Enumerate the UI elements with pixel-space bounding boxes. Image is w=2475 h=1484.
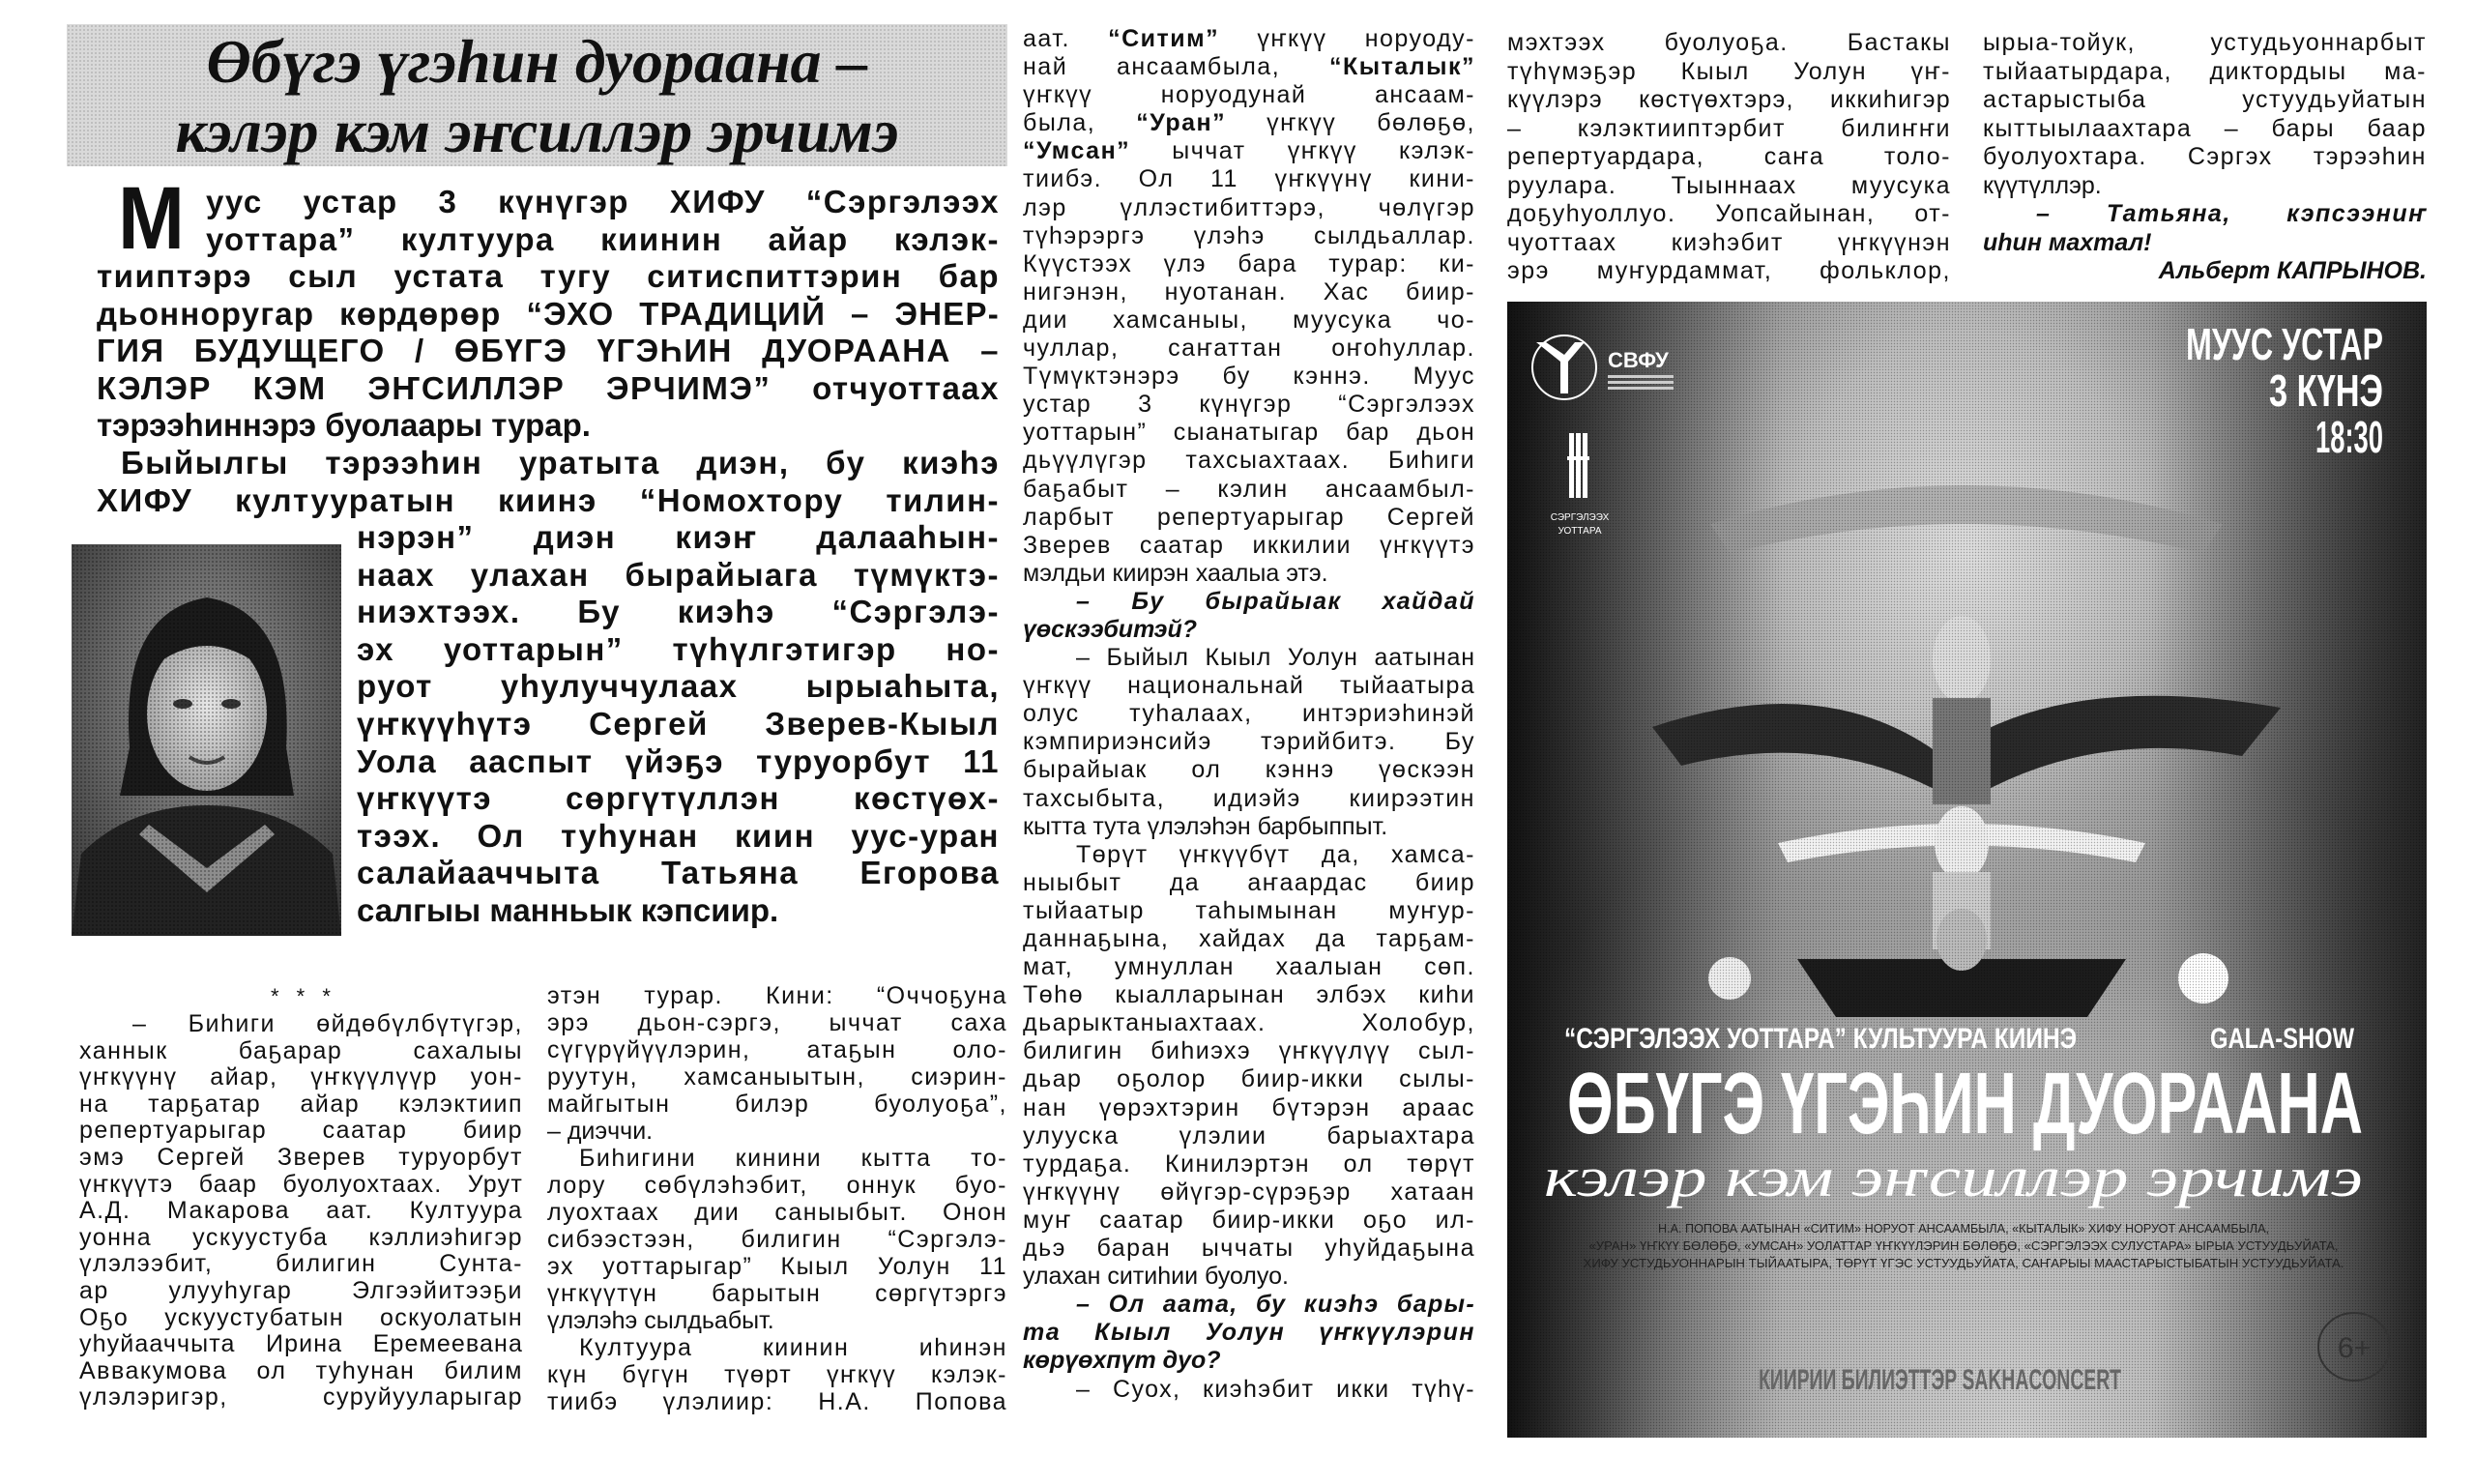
text-line: тэрээһиннэрэ буолаары турар.	[97, 407, 591, 444]
university-logo-text: СВФУ	[1608, 348, 1669, 372]
text-line: Төрүт үҥкүүбүт да, хамса-	[1076, 840, 1475, 868]
text-line: үлэлэригэр, суруйууларыгар	[79, 1383, 523, 1411]
text-line: дьүүлүгэр тахсыахтаах. Биһиги	[1023, 447, 1475, 475]
text-line: Аввакумова ол туһунан билим	[79, 1356, 523, 1384]
text-line: ныыбыт да аҥаардас биир	[1023, 868, 1475, 896]
text-line: бырайыак ол кэннэ үөскээн	[1023, 756, 1475, 784]
text-line: үҥкүүтүн барытын сөргүтэргэ	[547, 1280, 1007, 1307]
text-line: уонна ускуустуба кэллиэһигэр	[79, 1223, 523, 1251]
text-line: үөскээбитэй?	[1023, 615, 1198, 643]
text-line: ырыа-тойук, устудьуоннарбыт	[1983, 29, 2427, 56]
text-line: кытта тута үлэлэһэн барбыппыт.	[1023, 812, 1388, 840]
text-line: руутун, хамсаныытын, сиэрин-	[547, 1063, 1007, 1091]
text-line: – диэччи.	[547, 1118, 654, 1145]
text-line: улууска үлэлии барыахтара	[1023, 1121, 1475, 1149]
text-line: иһин махтал!	[1983, 228, 2152, 256]
text-line: аат. “Ситим” үҥкүү норуоду-	[1023, 25, 1475, 52]
headline-line-1: Өбүгэ үгэһин дуораана –	[206, 27, 868, 96]
column-1	[79, 1011, 523, 1411]
text-line: Биһигини кинини кытта то-	[579, 1145, 1007, 1172]
text-line: чуллар, саҥаттан оҥоһуллар.	[1023, 335, 1475, 363]
text-line: олус туһалаах, интэриэһинэй	[1023, 700, 1475, 728]
section-separator: * * *	[271, 984, 336, 1008]
text-line: нэрэн” диэн киэҥ далааһын-	[357, 519, 1000, 555]
text-line: тииптэрэ сыл устата тугу ситиспиттэрин бар	[97, 258, 1000, 294]
text-line: салгыы манньык кэпсиир.	[357, 891, 779, 928]
text-line: ар улууһугар Элгээйитээҕи	[79, 1276, 523, 1304]
text-line: тиибэ үлэлиир: Н.А. Попова	[547, 1388, 1007, 1415]
text-line: ХИФУ култууратын киинэ “Номохтору тилин-	[97, 481, 1000, 518]
text-line: сибээстээн, билигин “Сэргэлэ-	[547, 1226, 1007, 1253]
text-line: эмэ Сергей Зверев туруорбут	[79, 1143, 523, 1171]
text-line: билигин биһиэхэ үҥкүүлүү сыл-	[1023, 1037, 1475, 1065]
text-line: – Быйыл Кыыл Уолун аатынан	[1076, 644, 1475, 672]
text-line: түһэрэргэ үлэһэ сылдьаллар.	[1023, 221, 1475, 249]
text-line: мэлдьи киирэн хаалыа этэ.	[1023, 559, 1328, 587]
text-line: дьар оҕолор биир-икки сылы-	[1023, 1065, 1475, 1093]
text-line: – Татьяна, кэпсээниҥ	[2036, 200, 2427, 227]
poster-credits-1: Н.А. ПОПОВА ААТЫНАН «СИТИМ» НОРУОТ АНСААМБЫЛА, «КЫТАЛЫК» ХИФУ НОРУОТ АНСААМБЫЛА,	[1658, 1221, 2269, 1236]
text-line: уһуйааччыта Ирина Еремеевана	[79, 1330, 523, 1358]
column-4	[1507, 29, 1951, 286]
text-line: кыттыылаахтара – бары баар	[1983, 114, 2427, 142]
lead-cap-lines	[206, 184, 1000, 258]
text-line: Түмүктэнэрэ бу кэннэ. Муус	[1023, 363, 1475, 391]
text-line: тиибэ. Ол 11 үҥкүүнү кини-	[1023, 165, 1475, 193]
poster-credits-3: ХИФУ УСТУДЬУОННАРЫН ТЫЙААТЫРА, ТӨРҮТ ҮГЭС УСТУУДЬУЙАТА, САҤАРЫЫ МААСТАРЫСТЫБАТЫН УСТУУДЬУЙАТА.	[1583, 1256, 2344, 1270]
text-line: лору сөбүлэһэбит, оннук буо-	[547, 1172, 1007, 1199]
poster-credits-2: «УРАН» ҮҤКҮҮ БӨЛӨҔӨ, «УМСАН» УОЛАТТАР ҮҤКҮҮЛЭРИН БӨЛӨҔӨ, «СЭРГЭЛЭЭХ СУЛУСТАРА» ЫРЫА УСТУУДЬУЙАТА,	[1588, 1238, 2339, 1253]
text-line: Альберт КАПРЫНОВ.	[2158, 257, 2427, 284]
text-line: эрэ муҥурдаммат, фольклор,	[1507, 257, 1951, 284]
text-line: үҥкүүнү өйүгэр-сүрэҕэр хатаан	[1023, 1178, 1475, 1206]
headline-banner	[67, 24, 1007, 166]
text-line: кэмпириэнсийэ тэрийбитэ. Бу	[1023, 728, 1475, 756]
text-line: үҥкүү национальнай тыйаатыра	[1023, 672, 1475, 700]
text-line: салайааччыта Татьяна Егорова	[357, 855, 1000, 891]
text-line: на тарҕатар айар кэлэктиип	[79, 1090, 523, 1118]
text-line: тахсыбыта, идиэйэ киирээтин	[1023, 784, 1475, 812]
text-line: муҥ саатар биир-икки оҕо ил-	[1023, 1206, 1475, 1234]
text-line: майгытын билэр буолуоҕа”,	[547, 1091, 1007, 1118]
age-rating: 6+	[2337, 1332, 2372, 1364]
text-line: нан үөрэхтэрин бүтэрэн араас	[1023, 1093, 1475, 1121]
text-line: күүлэрэ көстүөхтэрэ, иккиһигэр	[1507, 86, 1951, 113]
text-line: – Ол аата, бу киэһэ бары-	[1076, 1291, 1475, 1319]
lead-wrap-lines	[357, 519, 1000, 930]
text-line: тыйаатырдара, диктордыы ма-	[1983, 57, 2427, 85]
text-line: тыйаатыр таһымынан муҥур-	[1023, 896, 1475, 924]
text-line: эх уоттарын” түһүлгэтигэр но-	[357, 630, 1000, 667]
text-line: үҥкүү норуодунай ансаам-	[1023, 81, 1475, 109]
text-line: КЭЛЭР КЭМ ЭҤСИЛЛЭР ЭРЧИМЭ” отчуоттаах	[97, 369, 1000, 406]
text-line: ГИЯ БУДУЩЕГО / ӨБҮГЭ ҮГЭҺИН ДУОРААНА –	[97, 333, 1000, 369]
poster-venue: “СЭРГЭЛЭЭХ УОТТАРА” КУЛЬТУУРА КИИНЭ	[1564, 1023, 2077, 1055]
text-line: уоттарын” сыанатыгар бар дьон	[1023, 419, 1475, 447]
text-line: күүтүллэр.	[1983, 171, 2102, 199]
event-time: 18:30	[2315, 412, 2383, 462]
poster-subtitle: кэлэр кэм эҥсиллэр эрчимэ	[1544, 1146, 2363, 1208]
text-line: улахан ситиһии буолуо.	[1023, 1263, 1289, 1291]
poster-title: ӨБҮГЭ ҮГЭҺИН ДУОРААНА	[1567, 1056, 2363, 1152]
text-line: – Бу бырайыак хайдай	[1076, 587, 1475, 615]
column-2	[547, 982, 1007, 1415]
text-line: руулара. Тыыннаах муусука	[1507, 171, 1951, 199]
text-line: луохтаах дии саныыбыт. Онон	[547, 1199, 1007, 1226]
column-5	[1983, 29, 2427, 286]
text-line: дьэ баран ыччаты уһуйдаҕына	[1023, 1235, 1475, 1263]
text-line: Күүстээх үлэ бара турар: ки-	[1023, 249, 1475, 277]
text-line: астарыстыба устуудьуйатын	[1983, 86, 2427, 113]
date-line-1: МУУС УСТАР	[2186, 319, 2383, 369]
text-line: эрэ дьон-сэргэ, ыччат саха	[547, 1009, 1007, 1036]
text-line: тээх. Ол туһунан киин уус-уран	[357, 817, 1000, 854]
text-line: көрүөхпүт дуо?	[1023, 1347, 1221, 1375]
text-line: Быйылгы тэрээһин уратыта диэн, бу киэһэ	[121, 444, 1000, 480]
lead-paragraph	[97, 258, 1000, 519]
text-line: руот уһулуччулаах ырыаһыта,	[357, 668, 1000, 705]
emblem-text-1: СЭРГЭЛЭЭХ	[1550, 512, 1610, 523]
text-line: была, “Уран” үҥкүү бөлөҕө,	[1023, 109, 1475, 137]
text-line: доҕуһуоллуо. Уопсайынан, от-	[1507, 200, 1951, 227]
text-line: күн бүгүн түөрт үҥкүү кэлэк-	[547, 1361, 1007, 1388]
text-line: үҥкүүнү айар, үҥкүүлүүр уон-	[79, 1063, 523, 1091]
text-line: – Биһиги өйдөбүлбүтүгэр,	[132, 1010, 523, 1037]
portrait-photo	[72, 544, 341, 936]
text-line: А.Д. Макарова аат. Култуура	[79, 1197, 523, 1225]
event-poster	[1507, 302, 2427, 1438]
text-line: ларбыт репертуарыгар Сергей	[1023, 503, 1475, 531]
text-line: дии хамсаныы, муусука чо-	[1023, 306, 1475, 334]
text-line: мат, умнуллан хаалыан сөп.	[1023, 953, 1475, 981]
text-line: най ансаамбыла, “Кыталык”	[1023, 53, 1475, 81]
text-line: нигэнэн, нуотанан. Хас биир-	[1023, 277, 1475, 306]
text-line: Култуура киинин иһинэн	[579, 1334, 1007, 1361]
text-line: та Кыыл Уолун үҥкүүлэрин	[1023, 1319, 1475, 1347]
text-line: буолуохтара. Сэргэх тэрээһин	[1983, 143, 2427, 170]
text-line: түһүмэҕэр Кыыл Уолун үҥ-	[1507, 57, 1951, 85]
text-line: лэр үллэстибиттэрэ, чөлүгэр	[1023, 193, 1475, 221]
text-line: Төһө кыалларынан элбэх киһи	[1023, 981, 1475, 1009]
text-line: наах улахан бырайыага түмүктэ-	[357, 556, 1000, 593]
text-line: репертуарыгар саатар биир	[79, 1117, 523, 1145]
drop-cap: М	[118, 169, 185, 268]
text-line: үҥкүүтэ баар буолуохтаах. Урут	[79, 1170, 523, 1198]
text-line: үҥкүүһүтэ Сергей Зверев-Кыыл	[357, 705, 1000, 742]
text-line: репертуардара, саҥа толо-	[1507, 143, 1951, 170]
text-line: эх уоттарыгар” Кыыл Уолун 11	[547, 1253, 1007, 1280]
text-line: чуоттаах киэһэбит үҥкүүнэн	[1507, 228, 1951, 256]
text-line: Зверев саатар иккилии үҥкүүтэ	[1023, 531, 1475, 559]
text-line: “Умсан” ыччат үҥкүү кэлэк-	[1023, 137, 1475, 165]
text-line: мэхтээх буолуоҕа. Бастакы	[1507, 29, 1951, 56]
poster-tickets: КИИРИИ БИЛИЭТТЭР SAKHACONCERT	[1759, 1364, 2121, 1396]
text-line: турдаҕа. Кинилэртэн ол төрүт	[1023, 1149, 1475, 1178]
text-line: уоттара” култуура киинин айар кэлэк-	[206, 220, 1000, 257]
text-line: уус устар 3 күнүгэр ХИФУ “Сэргэлээх	[206, 184, 1000, 219]
text-line: – кэлэктииптэрбит билиҥҥи	[1507, 114, 1951, 142]
text-line: баҕабыт – кэлин ансаамбыл-	[1023, 475, 1475, 503]
text-line: даннаҕына, хайдах да тарҕам-	[1023, 925, 1475, 952]
poster-show-type: GALA-SHOW	[2210, 1023, 2355, 1055]
text-line: дьарыктаныахтаах. Холобур,	[1023, 1009, 1475, 1037]
text-line: үҥкүүтэ сөргүтүллэн көстүөх-	[357, 780, 1000, 817]
text-line: ханнык баҕарар сахалыы	[79, 1036, 523, 1064]
text-line: Уола ааспыт үйэҕэ туруорбут 11	[357, 742, 1000, 779]
text-line: сүгүрүйүүлэрин, атаҕын оло-	[547, 1036, 1007, 1063]
text-line: үлэлэһэ сылдьабыт.	[547, 1307, 774, 1334]
text-line: – Суох, киэһэбит икки түһү-	[1076, 1375, 1475, 1403]
text-line: этэн турар. Кини: “Оччоҕуна	[547, 982, 1007, 1009]
date-line-2: 3 КҮНЭ	[2269, 365, 2383, 416]
text-line: үлэлээбит, билигин Сунта-	[79, 1250, 523, 1278]
emblem-text-2: УОТТАРА	[1558, 526, 1602, 537]
text-line: устар 3 күнүгэр “Сэргэлээх	[1023, 391, 1475, 419]
headline-line-2: кэлэр кэм эҥсиллэр эрчимэ	[175, 97, 899, 165]
column-3	[1023, 25, 1475, 1404]
text-line: Оҕо ускуустубатын оскуолатын	[79, 1303, 523, 1331]
text-line: ниэхтээх. Бу киэһэ “Сэргэлэ-	[357, 594, 1000, 630]
text-line: дьонноругар көрдөрөр “ЭХО ТРАДИЦИЙ – ЭНЕР-	[97, 295, 1000, 332]
